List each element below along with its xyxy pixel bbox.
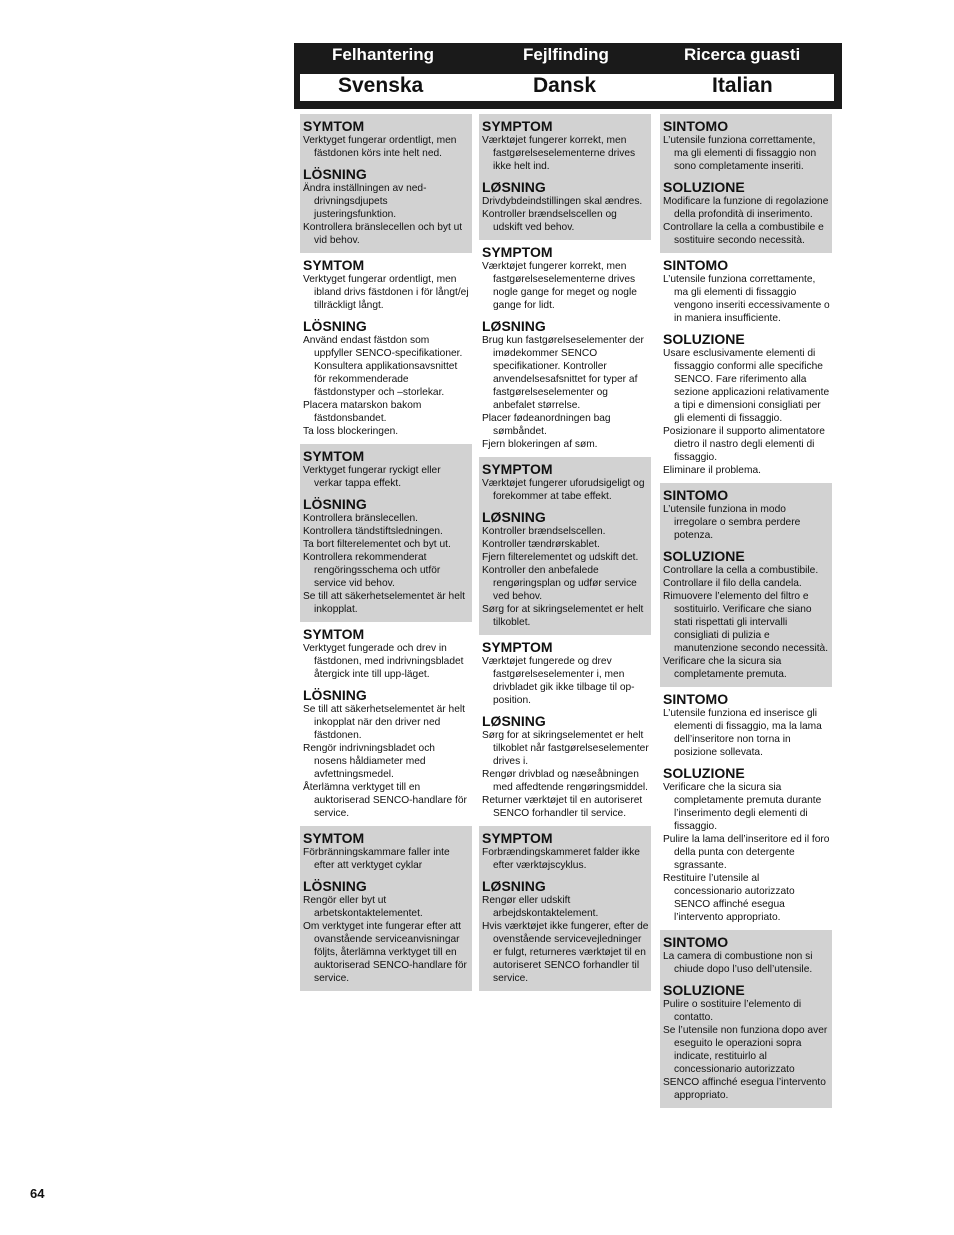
instruction-text: Posizionare il supporto alimentatore dietro il nastro degli elementi di fissaggio. <box>663 426 825 463</box>
symptom-heading: SINTOMO <box>663 118 729 134</box>
instruction-text: Verktyget fungerar ordentligt, men fästdonen körs inte helt ned. <box>303 135 457 159</box>
instruction-text: Rengör eller byt ut arbetskontaktelementet. <box>303 895 423 919</box>
instruction-text: Værktøjet fungerer korrekt, men fastgørelseselementerne drives nogle gange for meget og nogle gange for lidt. <box>482 261 637 311</box>
solution-section <box>663 982 830 1102</box>
symptom-heading: SYMTOM <box>303 448 365 464</box>
symptom-section <box>303 830 470 872</box>
instruction-text: Fjern blokeringen af søm. <box>482 439 598 450</box>
instruction-text: Controllare la cella a combustibile. <box>663 565 819 576</box>
instruction-text: Rimuovere l’elemento del filtro e sostituirlo. Verificare che siano stati rispettati gli intervalli consigliati di pulizia e manutenzione secondo necessità. <box>663 591 829 654</box>
solution-section <box>663 179 830 247</box>
instruction-text: Förbränningskammare faller inte efter att verktyget cyklar <box>303 847 450 871</box>
troubleshooting-block <box>660 483 832 687</box>
troubleshooting-block <box>479 826 651 991</box>
instruction-text: Pulire la lama dell’inseritore ed il foro della punta con detergente sgrassante. <box>663 834 830 871</box>
solution-section <box>482 713 649 820</box>
solution-heading: SOLUZIONE <box>663 765 745 781</box>
symptom-heading: SYMTOM <box>303 626 365 642</box>
symptom-section <box>663 934 830 976</box>
solution-section <box>663 331 830 477</box>
column-swedish <box>300 114 472 991</box>
troubleshooting-block <box>660 930 832 1108</box>
solution-heading: LØSNING <box>482 878 546 894</box>
symptom-heading: SYMPTOM <box>482 461 553 477</box>
symptom-section <box>482 461 649 503</box>
instruction-text: Rengör indrivningsbladet och nosens håldiameter med avfettningsmedel. <box>303 743 435 780</box>
instruction-text: Modificare la funzione di regolazione della profondità di inserimento. <box>663 196 829 220</box>
column-italian <box>660 114 832 1108</box>
solution-section <box>303 878 470 985</box>
instruction-text: Se till att säkerhetselementet är helt inkopplat när den driver ned fästdonen. <box>303 704 465 741</box>
symptom-heading: SINTOMO <box>663 934 729 950</box>
instruction-text: Controllare la cella a combustibile e sostituire secondo necessità. <box>663 222 824 246</box>
header-label-italian: Ricerca guasti <box>684 45 801 64</box>
solution-heading: LÖSNING <box>303 166 367 182</box>
solution-section <box>303 687 470 820</box>
header-label-swedish: Felhantering <box>332 45 435 64</box>
symptom-heading: SINTOMO <box>663 691 729 707</box>
instruction-text: Kontroller den anbefalede rengøringsplan og udfør service ved behov. <box>482 565 637 602</box>
instruction-text: Se l’utensile non funziona dopo aver eseguito le operazioni sopra indicate, restituirlo al concessionario autorizzato <box>663 1025 828 1075</box>
instruction-text: La camera di combustione non si chiude dopo l’uso dell’utensile. <box>663 951 813 975</box>
symptom-section <box>482 830 649 872</box>
instruction-text: Værktøjet fungerer korrekt, men fastgørelseselementerne drives ikke helt ind. <box>482 135 636 172</box>
instruction-text: Återlämna verktyget till en auktoriserad SENCO-handlare för service. <box>303 782 467 819</box>
symptom-section <box>482 244 649 312</box>
symptom-heading: SINTOMO <box>663 257 729 273</box>
symptom-heading: SINTOMO <box>663 487 729 503</box>
instruction-text: Placer fødeanordningen bag sømbåndet. <box>482 413 611 437</box>
troubleshooting-block <box>660 687 832 930</box>
troubleshooting-block <box>479 240 651 457</box>
symptom-heading: SYMTOM <box>303 830 365 846</box>
solution-heading: SOLUZIONE <box>663 548 745 564</box>
solution-section <box>303 496 470 616</box>
symptom-heading: SYMPTOM <box>482 639 553 655</box>
language-row <box>300 74 834 101</box>
instruction-text: Værktøjet fungerede og drev fastgørelseselementer i, men drivbladet gik ikke tilbage til op-position. <box>482 656 635 706</box>
solution-section <box>663 548 830 681</box>
solution-section <box>482 318 649 451</box>
troubleshooting-block <box>300 622 472 826</box>
instruction-text: Om verktyget inte fungerar efter att ovanstående serviceanvisningar följts, återlämna verktyget till en auktoriserad SENCO-handlare för service. <box>303 921 467 984</box>
instruction-text: Hvis værktøjet ikke fungerer, efter de ovenstående servicevejledninger er fulgt, returneres værktøjet til en autoriseret SENCO forhandler til service. <box>482 921 649 984</box>
instruction-text: Eliminare il problema. <box>663 465 761 476</box>
instruction-text: Verktyget fungerar ordentligt, men ibland drivs fästdonen i för långt/ej tillräckligt långt. <box>303 274 469 311</box>
instruction-text: Usare esclusivamente elementi di fissaggio conformi alle specifiche SENCO. Fare riferimento alla sezione applicazioni relativamente a tipi e dimensioni consigliati per gli elementi di fissaggio. <box>663 348 830 424</box>
instruction-text: Kontrollera bränslecellen. <box>303 513 418 524</box>
solution-heading: LØSNING <box>482 179 546 195</box>
language-danish: Dansk <box>533 74 597 97</box>
symptom-section <box>663 691 830 759</box>
instruction-text: Verificare che la sicura sia completamente premuta durante l’inserimento degli elementi di fissaggio. <box>663 782 822 832</box>
instruction-text: Rengør eller udskift arbejdskontaktelement. <box>482 895 599 919</box>
symptom-section <box>663 487 830 542</box>
troubleshooting-block <box>300 253 472 444</box>
solution-section <box>303 318 470 438</box>
instruction-text: Værktøjet fungerer uforudsigeligt og forekommer at tabe effekt. <box>482 478 645 502</box>
solution-section <box>482 179 649 234</box>
symptom-section <box>663 118 830 173</box>
troubleshooting-block <box>300 114 472 253</box>
troubleshooting-block <box>479 635 651 826</box>
solution-heading: LÖSNING <box>303 687 367 703</box>
solution-heading: SOLUZIONE <box>663 179 745 195</box>
instruction-text: Brug kun fastgørelseselementer der imødekommer SENCO specifikationer. Kontroller anvendelsesafsnittet for typer af fastgørelseselementer og anbefalet størrelse. <box>482 335 644 411</box>
instruction-text: Sørg for at sikringselementet er helt tilkoblet. <box>482 604 644 628</box>
instruction-text: Använd endast fästdon som uppfyller SENCO-specifikationer. Konsultera applikationsavsnittet för rekommenderade fästdonstyper och –storlekar. <box>303 335 463 398</box>
instruction-text: Kontrollera tändstiftsledningen. <box>303 526 443 537</box>
solution-heading: SOLUZIONE <box>663 982 745 998</box>
solution-heading: LØSNING <box>482 713 546 729</box>
instruction-text: Se till att säkerhetselementet är helt inkopplat. <box>303 591 465 615</box>
symptom-heading: SYMPTOM <box>482 118 553 134</box>
solution-heading: LÖSNING <box>303 318 367 334</box>
symptom-section <box>303 257 470 312</box>
instruction-text: Kontrollera bränslecellen och byt ut vid behov. <box>303 222 463 246</box>
solution-section <box>482 878 649 985</box>
instruction-text: Rengør drivblad og næseåbningen med affedtende rengøringsmiddel. <box>482 769 648 793</box>
instruction-text: Forbrændingskammeret falder ikke efter værktøjscyklus. <box>482 847 640 871</box>
language-swedish: Svenska <box>338 74 424 97</box>
solution-section <box>303 166 470 247</box>
solution-section <box>482 509 649 629</box>
instruction-text: Drivdybdeindstillingen skal ændres. <box>482 196 643 207</box>
column-danish <box>479 114 651 991</box>
troubleshooting-block <box>479 457 651 635</box>
solution-heading: SOLUZIONE <box>663 331 745 347</box>
instruction-text: Kontrollera rekommenderat rengöringsschema och utför service vid behov. <box>303 552 441 589</box>
solution-heading: LÖSNING <box>303 496 367 512</box>
solution-heading: LØSNING <box>482 318 546 334</box>
instruction-text: L’utensile funziona correttamente, ma gli elementi di fissaggio non sono completamente inseriti. <box>663 135 817 172</box>
instruction-text: Returner værktøjet til en autoriseret SENCO forhandler til service. <box>482 795 643 819</box>
symptom-heading: SYMTOM <box>303 118 365 134</box>
symptom-section <box>482 118 649 173</box>
instruction-text: Pulire o sostituire l’elemento di contatto. <box>663 999 802 1023</box>
instruction-text: L’utensile funziona ed inserisce gli elementi di fissaggio, ma la lama dell’inseritore non torna in posizione sollevata. <box>663 708 822 758</box>
troubleshooting-block <box>300 826 472 991</box>
solution-section <box>663 765 830 924</box>
instruction-text: Verktyget fungerade och drev in fästdonen, med indrivningsbladet återgick inte till upp-läget. <box>303 643 464 680</box>
instruction-text: Placera matarskon bakom fästdonsbandet. <box>303 400 422 424</box>
header-bar <box>294 43 842 109</box>
symptom-section <box>303 626 470 681</box>
symptom-section <box>303 118 470 160</box>
troubleshooting-block <box>660 114 832 253</box>
instruction-text: Controllare il filo della candela. <box>663 578 802 589</box>
symptom-heading: SYMPTOM <box>482 244 553 260</box>
header-label-danish: Fejlfinding <box>523 45 609 64</box>
instruction-text: Kontroller tændrørskablet. <box>482 539 600 550</box>
instruction-text: L’utensile funziona correttamente, ma gli elementi di fissaggio vengono inseriti eccessivamente o in maniera insufficiente. <box>663 274 830 324</box>
symptom-heading: SYMPTOM <box>482 830 553 846</box>
instruction-text: Verificare che la sicura sia completamente premuta. <box>663 656 787 680</box>
instruction-text: Ändra inställningen av ned-drivningsdjupets justeringsfunktion. <box>303 183 427 220</box>
symptom-section <box>663 257 830 325</box>
header-top-row <box>294 43 842 71</box>
instruction-text: Ta loss blockeringen. <box>303 426 399 437</box>
instruction-text: L’utensile funziona in modo irregolare o sembra perdere potenza. <box>663 504 801 541</box>
troubleshooting-block <box>479 114 651 240</box>
instruction-text: Kontroller brændselscellen og udskift ved behov. <box>482 209 617 233</box>
troubleshooting-block <box>660 253 832 483</box>
instruction-text: SENCO affinché esegua l’intervento appropriato. <box>663 1077 826 1101</box>
troubleshooting-block <box>300 444 472 622</box>
language-italian: Italian <box>712 74 773 97</box>
instruction-text: Verktyget fungerar ryckigt eller verkar tappa effekt. <box>303 465 441 489</box>
symptom-section <box>482 639 649 707</box>
solution-heading: LØSNING <box>482 509 546 525</box>
page-number: 64 <box>30 1186 45 1201</box>
symptom-heading: SYMTOM <box>303 257 365 273</box>
instruction-text: Fjern filterelementet og udskift det. <box>482 552 639 563</box>
instruction-text: Ta bort filterelementet och byt ut. <box>303 539 451 550</box>
instruction-text: Restituire l’utensile al concessionario autorizzato SENCO affinché esegua l’intervento appropriato. <box>663 873 795 923</box>
instruction-text: Kontroller brændselscellen. <box>482 526 606 537</box>
instruction-text: Sørg for at sikringselementet er helt tilkoblet når fastgørelseselementer drives i. <box>482 730 649 767</box>
solution-heading: LÖSNING <box>303 878 367 894</box>
symptom-section <box>303 448 470 490</box>
